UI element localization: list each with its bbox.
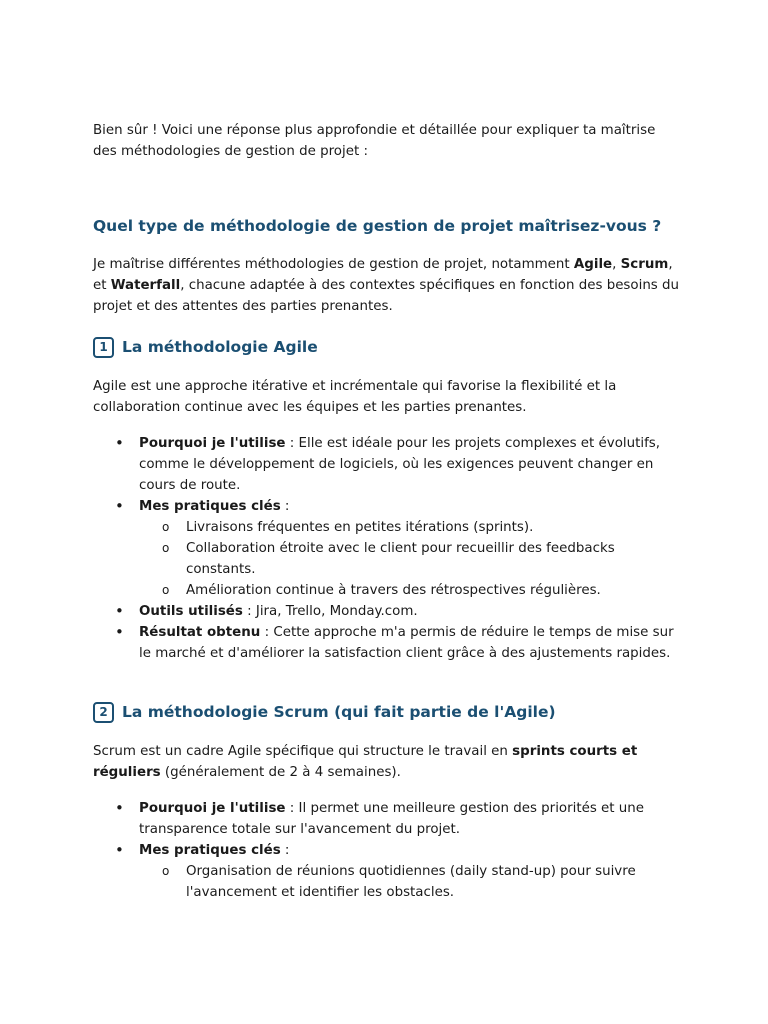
scrum-heading-text: La méthodologie Scrum (qui fait partie de l'Agile)	[122, 703, 556, 721]
waterfall-term: Waterfall	[110, 278, 181, 293]
number-one-icon: 1	[93, 337, 114, 358]
sub-list-item: o Amélioration continue à travers des rétrospectives régulières.	[93, 580, 683, 601]
list-item: • Mes pratiques clés : o Livraisons fréquentes en petites itérations (sprints). o Collaboration étroite avec le client pour recueillir des feedbacks constants. o Amélioration continue à travers des rétrospectives régulières.	[93, 496, 683, 601]
scrum-heading	[93, 701, 683, 723]
list-item: • Pourquoi je l'utilise : Elle est idéale pour les projets complexes et évolutifs, comme le développement de logiciels, où les exigences peuvent changer en cours de route.	[93, 433, 683, 496]
methodologies-paragraph: Je maîtrise différentes méthodologies de gestion de projet, notamment Agile, Scrum, et Waterfall, chacune adaptée à des contextes spécifiques en fonction des besoins du projet et des attentes des parties prenantes.	[93, 257, 680, 314]
list-item: • Outils utilisés : Jira, Trello, Monday.com.	[93, 601, 683, 622]
agile-heading	[93, 336, 683, 358]
scrum-term: Scrum	[620, 257, 669, 272]
number-two-icon: 2	[93, 702, 114, 723]
scrum-intro: Scrum est un cadre Agile spécifique qui structure le travail en sprints courts et réguliers (généralement de 2 à 4 semaines).	[93, 744, 638, 780]
list-item: • Pourquoi je l'utilise : Il permet une meilleure gestion des priorités et une transparence totale sur l'avancement du projet.	[93, 798, 683, 840]
list-item: • Résultat obtenu : Cette approche m'a permis de réduire le temps de mise sur le marché et d'améliorer la satisfaction client grâce à des ajustements rapides.	[93, 622, 683, 664]
agile-list	[93, 433, 683, 664]
agile-term: Agile	[573, 257, 613, 272]
agile-intro: Agile est une approche itérative et incrémentale qui favorise la flexibilité et la collaboration continue avec les équipes et les parties prenantes.	[93, 379, 617, 415]
sub-list-item: o Collaboration étroite avec le client pour recueillir des feedbacks constants.	[93, 538, 683, 580]
scrum-practices-list	[139, 861, 683, 903]
scrum-list	[93, 798, 683, 903]
agile-heading-text: La méthodologie Agile	[122, 338, 318, 356]
main-heading: Quel type de méthodologie de gestion de projet maîtrisez-vous ?	[93, 217, 662, 235]
sub-list-item: o Organisation de réunions quotidiennes (daily stand-up) pour suivre l'avancement et identifier les obstacles.	[93, 861, 683, 903]
intro-paragraph: Bien sûr ! Voici une réponse plus approfondie et détaillée pour expliquer ta maîtrise des méthodologies de gestion de projet :	[93, 123, 656, 159]
document-content	[93, 120, 683, 903]
agile-practices-list	[139, 517, 683, 601]
sub-list-item: o Livraisons fréquentes en petites itérations (sprints).	[93, 517, 683, 538]
list-item: • Mes pratiques clés : o Organisation de réunions quotidiennes (daily stand-up) pour suivre l'avancement et identifier les obstacles.	[93, 840, 683, 903]
